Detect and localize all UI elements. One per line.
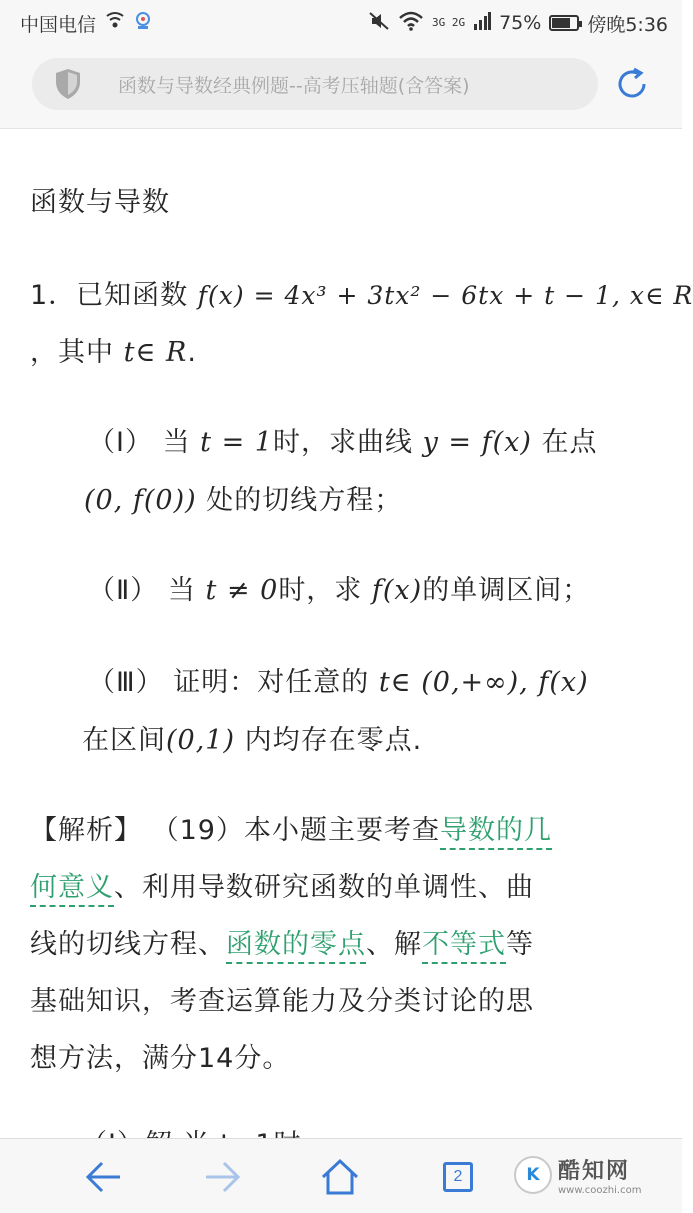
part-text: 处的切线方程； [206,485,403,516]
shield-icon[interactable] [48,62,88,106]
home-icon [320,1158,360,1196]
wifi-icon [398,11,424,36]
math-expression: t∈ R [123,337,188,368]
watermark-name: 酷知网 [558,1159,631,1184]
part-3-line-2 [82,718,422,757]
back-button[interactable] [80,1153,128,1201]
section-title: 函数与导数 [30,187,170,218]
math-expression: f(x) [538,667,589,698]
math-expression: y = f(x) [422,427,532,458]
mute-icon [368,11,390,36]
home-button[interactable] [316,1153,364,1201]
analysis-line-3 [30,922,534,961]
part-label: （Ⅲ） [88,667,164,698]
analysis-label: 【解析】 [30,815,142,846]
arrow-left-icon [84,1160,124,1194]
analysis-line-4: 基础知识，考查运算能力及分类讨论的思 [30,986,534,1017]
watermark [514,1149,664,1201]
part-text: 内均存在零点. [244,725,423,756]
network-type-label: 3G 2G [431,16,466,29]
link-derivative-geometry[interactable]: 导数的几 [440,815,552,850]
browser-header [0,46,682,129]
part-text: 证明：对任意的 [173,667,370,698]
bottom-toolbar [0,1138,682,1213]
math-expression: t ≠ 0 [205,575,279,606]
part-text: 的单调区间； [422,575,591,606]
part-text: 在区间 [82,725,166,756]
question-function: f(x) = 4x³ + 3tx² − 6tx + t − 1, x∈ R [197,281,693,310]
analysis-line-1 [30,808,552,847]
refresh-icon[interactable] [612,64,652,104]
math-expression: (0,1) [166,725,236,756]
arrow-right-icon [202,1160,242,1194]
math-expression: t∈ (0,+∞), [378,667,529,698]
part-text: 当 [162,427,191,458]
address-bar[interactable] [32,58,598,110]
part-text: 时，求 [278,575,363,606]
tab-count: 2 [443,1162,473,1192]
question-line-1 [30,273,693,312]
watermark-logo: K [514,1156,552,1194]
question-text: ，其中 [30,337,114,368]
question-text: . [187,337,197,368]
document-content [0,128,693,1138]
battery-level [552,18,570,28]
question-line-2 [30,330,197,369]
math-expression: t = 1 [200,427,273,458]
app-notification-icon [134,11,152,36]
math-expression: (0, f(0)) [84,485,197,516]
question-number: 1．已知函数 [30,280,189,311]
part-text: 当 [167,575,196,606]
part-2-line [88,568,590,607]
battery-percent: 75% [499,12,542,34]
hd-call-icon [104,12,126,35]
part-text: 在点 [541,427,598,458]
part-1-line-1 [88,420,598,459]
analysis-text: 等 [506,929,534,960]
link-inequality[interactable]: 不等式 [422,929,506,964]
clock: 傍晚5:36 [587,13,668,36]
status-bar [0,0,682,46]
analysis-number: （19） [151,815,244,846]
analysis-text: 线的切线方程、 [30,929,226,960]
link-derivative-geometry-cont[interactable]: 何意义 [30,872,114,907]
part-text: 时，求曲线 [272,427,413,458]
forward-button[interactable] [198,1153,246,1201]
carrier-name: 中国电信 [20,13,97,36]
part-3-line-1 [88,660,589,699]
part-label: （Ⅰ） [88,427,153,458]
analysis-text: 本小题主要考查 [243,815,440,846]
part-label: （Ⅱ） [88,575,159,606]
address-bar-title: 函数与导数经典例题--高考压轴题(含答案) [118,74,470,97]
analysis-text: 、利用导数研究函数的单调性、曲 [114,872,534,903]
watermark-url: www.coozhi.com [558,1185,642,1196]
tabs-button[interactable] [434,1153,482,1201]
analysis-line-2 [30,865,534,904]
cell-signal-icon [473,12,491,35]
analysis-text: 、解 [366,929,422,960]
analysis-line-5: 想方法，满分14分。 [30,1043,291,1074]
link-function-zeros[interactable]: 函数的零点 [226,929,366,964]
part-1-line-2 [84,478,402,517]
battery-icon [549,15,579,31]
math-expression: f(x) [371,575,423,606]
